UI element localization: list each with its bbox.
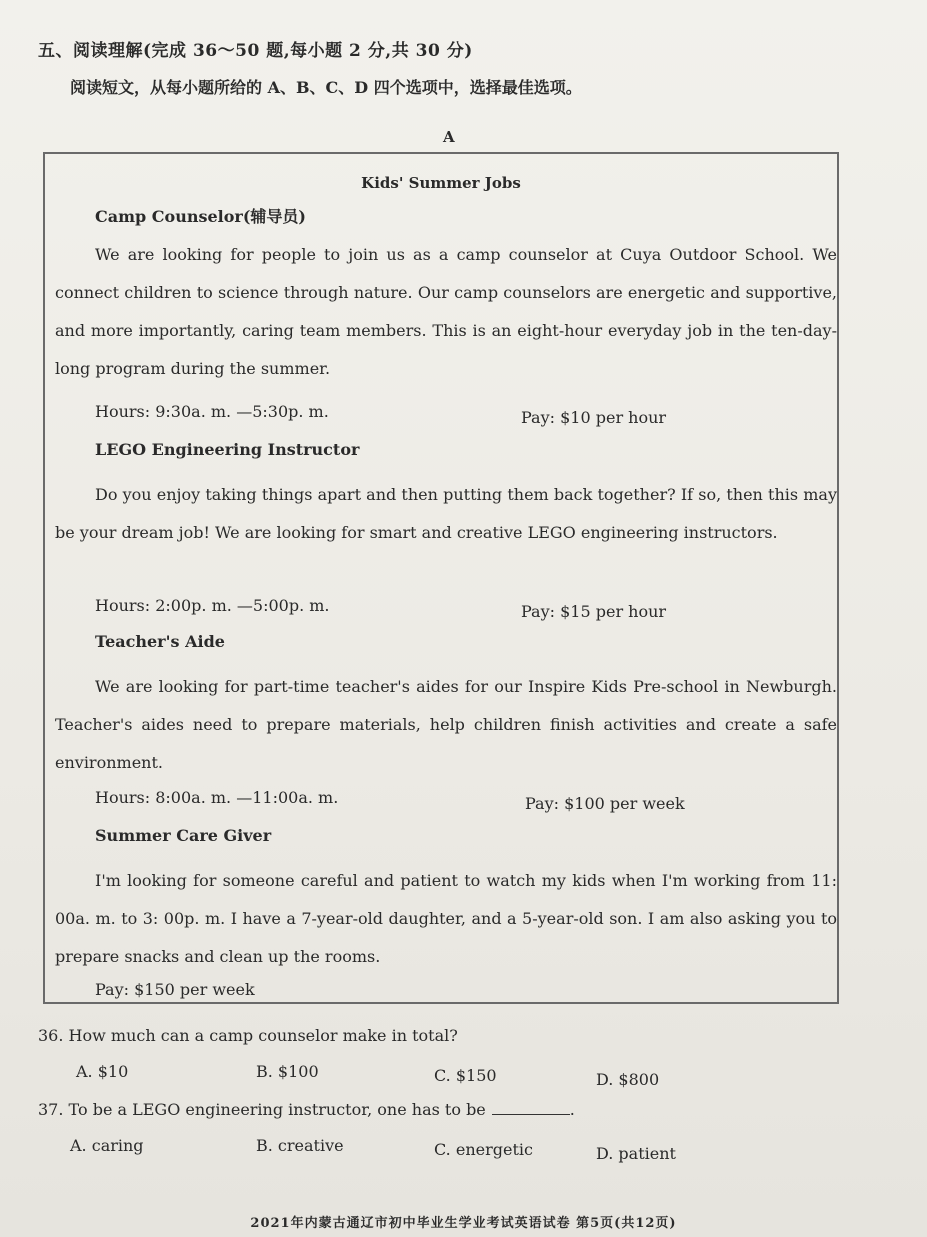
option-37-a[interactable]: A. caring [70,1136,144,1155]
question-stem-end: . [569,1100,575,1119]
job-hours-camp-counselor: Hours: 9:30a. m. —5:30p. m. [95,402,329,421]
job-hours-lego-instructor: Hours: 2:00p. m. —5:00p. m. [95,596,330,615]
option-36-a[interactable]: A. $10 [76,1062,129,1081]
job-pay-lego-instructor: Pay: $15 per hour [521,602,667,621]
answer-blank[interactable] [492,1114,570,1115]
job-description-camp-counselor [55,236,837,388]
question-stem: To be a LEGO engineering instructor, one has to be [68,1100,486,1119]
page-footer: 2021年内蒙古通辽市初中毕业生学业考试英语试卷 第5页(共12页) [250,1216,677,1231]
passage-box [43,152,839,1004]
passage-title: Kids' Summer Jobs [361,174,521,192]
job-description-teachers-aide [55,668,837,782]
job-title-teachers-aide: Teacher's Aide [95,632,225,651]
option-37-c[interactable]: C. energetic [434,1140,533,1159]
job-description-text: We are looking for part-time teacher's aides for our Inspire Kids Pre-school in Newburgh. Teacher's aides need to prepare materials, help children finish activities and create a safe environment. [55,677,837,772]
question-36 [38,1026,458,1045]
section-instruction: 阅读短文，从每小题所给的 A、B、C、D 四个选项中，选择最佳选项。 [70,78,582,97]
option-36-b[interactable]: B. $100 [256,1062,319,1081]
job-description-text: I'm looking for someone careful and patient to watch my kids when I'm working from 11: 00a. m. to 3: 00p. m. I have a 7-year-old daughter, and a 5-year-old son. I am also asking you to prepare snacks and clean up the rooms. [55,871,837,966]
job-title-camp-counselor: Camp Counselor(辅导员) [95,207,306,226]
question-37 [38,1100,575,1119]
job-description-lego-instructor [55,476,837,552]
job-description-text: Do you enjoy taking things apart and then putting them back together? If so, then this may be your dream job! We are looking for smart and creative LEGO engineering instructors. [55,485,837,542]
option-37-d[interactable]: D. patient [596,1144,676,1163]
job-pay-teachers-aide: Pay: $100 per week [525,794,685,813]
question-number: 36. [38,1026,64,1045]
job-description-summer-care-giver [55,862,837,976]
job-title-summer-care-giver: Summer Care Giver [95,826,272,845]
option-37-b[interactable]: B. creative [256,1136,344,1155]
job-title-lego-instructor: LEGO Engineering Instructor [95,440,360,459]
question-stem: How much can a camp counselor make in total? [68,1026,458,1045]
job-hours-teachers-aide: Hours: 8:00a. m. —11:00a. m. [95,788,339,807]
option-36-c[interactable]: C. $150 [434,1066,497,1085]
job-pay-camp-counselor: Pay: $10 per hour [521,408,667,427]
job-pay-summer-care-giver: Pay: $150 per week [95,980,255,999]
option-36-d[interactable]: D. $800 [596,1070,660,1089]
job-description-text: We are looking for people to join us as a camp counselor at Cuya Outdoor School. We connect children to science through nature. Our camp counselors are energetic and supportive, and more importantly, caring team members. This is an eight-hour everyday job in the ten-day-long program during the summer. [55,245,837,378]
question-number: 37. [38,1100,64,1119]
passage-label: A [443,128,455,146]
section-title: 五、阅读理解(完成 36～50 题,每小题 2 分,共 30 分) [38,41,473,61]
